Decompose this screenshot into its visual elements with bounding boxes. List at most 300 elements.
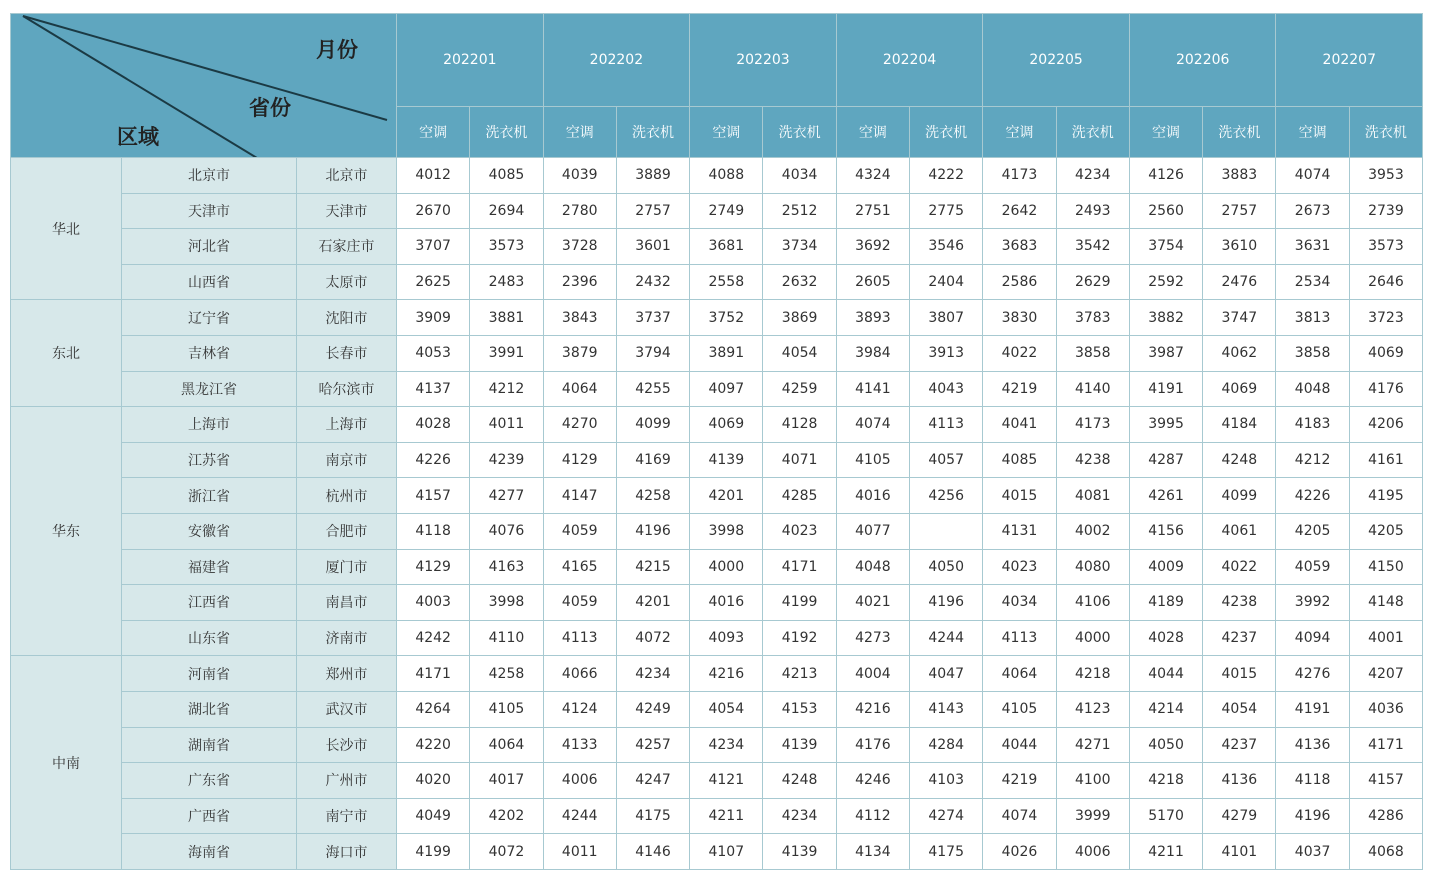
value-cell: 4274 — [910, 798, 983, 834]
value-cell: 4069 — [1203, 371, 1276, 407]
value-cell: 4189 — [1129, 585, 1202, 621]
value-cell: 4219 — [983, 371, 1056, 407]
value-cell: 4216 — [836, 691, 909, 727]
value-cell: 4199 — [763, 585, 836, 621]
value-cell: 4171 — [763, 549, 836, 585]
value-cell: 4048 — [1276, 371, 1349, 407]
value-cell: 4085 — [470, 158, 543, 194]
value-cell: 3913 — [910, 335, 983, 371]
value-cell: 3754 — [1129, 229, 1202, 265]
value-cell: 2625 — [397, 264, 470, 300]
value-cell: 4000 — [690, 549, 763, 585]
table-row — [11, 478, 1423, 514]
value-cell: 4044 — [983, 727, 1056, 763]
value-cell: 3830 — [983, 300, 1056, 336]
value-cell: 2483 — [470, 264, 543, 300]
province-cell: 广西省 — [122, 798, 297, 834]
value-cell: 3879 — [543, 335, 616, 371]
value-cell: 4107 — [690, 834, 763, 870]
table-row — [11, 691, 1423, 727]
value-cell: 4121 — [690, 763, 763, 799]
value-cell: 4022 — [983, 335, 1056, 371]
value-cell: 4105 — [836, 442, 909, 478]
city-cell: 北京市 — [297, 158, 397, 194]
value-cell: 4099 — [1203, 478, 1276, 514]
value-cell: 4139 — [690, 442, 763, 478]
value-cell: 4196 — [910, 585, 983, 621]
value-cell: 4093 — [690, 620, 763, 656]
value-cell: 3953 — [1349, 158, 1422, 194]
value-cell: 2432 — [616, 264, 689, 300]
value-cell: 3891 — [690, 335, 763, 371]
product-header: 洗衣机 — [1349, 107, 1422, 158]
product-header: 空调 — [397, 107, 470, 158]
value-cell: 3707 — [397, 229, 470, 265]
city-cell: 合肥市 — [297, 513, 397, 549]
value-cell: 4175 — [910, 834, 983, 870]
value-cell: 4147 — [543, 478, 616, 514]
table-row — [11, 229, 1423, 265]
province-cell: 吉林省 — [122, 335, 297, 371]
value-cell: 2646 — [1349, 264, 1422, 300]
value-cell: 4196 — [1276, 798, 1349, 834]
value-cell: 4094 — [1276, 620, 1349, 656]
city-cell: 南昌市 — [297, 585, 397, 621]
value-cell: 4218 — [1056, 656, 1129, 692]
value-cell: 4173 — [1056, 407, 1129, 443]
value-cell: 4211 — [690, 798, 763, 834]
value-cell: 4169 — [616, 442, 689, 478]
value-cell: 4012 — [397, 158, 470, 194]
value-cell: 4246 — [836, 763, 909, 799]
table-header — [11, 14, 1423, 158]
value-cell: 4276 — [1276, 656, 1349, 692]
city-cell: 南宁市 — [297, 798, 397, 834]
value-cell: 4050 — [1129, 727, 1202, 763]
value-cell: 4136 — [1203, 763, 1276, 799]
value-cell: 2404 — [910, 264, 983, 300]
sales-table — [10, 13, 1423, 870]
value-cell: 4141 — [836, 371, 909, 407]
value-cell: 4022 — [1203, 549, 1276, 585]
value-cell: 4242 — [397, 620, 470, 656]
value-cell: 4195 — [1349, 478, 1422, 514]
value-cell: 4057 — [910, 442, 983, 478]
value-cell: 3737 — [616, 300, 689, 336]
value-cell: 4103 — [910, 763, 983, 799]
value-cell: 4171 — [1349, 727, 1422, 763]
value-cell: 2512 — [763, 193, 836, 229]
value-cell: 4004 — [836, 656, 909, 692]
value-cell: 4202 — [470, 798, 543, 834]
province-cell: 湖北省 — [122, 691, 297, 727]
value-cell: 4047 — [910, 656, 983, 692]
value-cell: 3734 — [763, 229, 836, 265]
value-cell: 3573 — [1349, 229, 1422, 265]
city-cell: 哈尔滨市 — [297, 371, 397, 407]
value-cell: 4287 — [1129, 442, 1202, 478]
value-cell: 3610 — [1203, 229, 1276, 265]
value-cell: 4061 — [1203, 513, 1276, 549]
value-cell: 4273 — [836, 620, 909, 656]
sales-table-container — [10, 13, 1422, 870]
value-cell: 3783 — [1056, 300, 1129, 336]
value-cell: 4207 — [1349, 656, 1422, 692]
city-cell: 天津市 — [297, 193, 397, 229]
province-cell: 湖南省 — [122, 727, 297, 763]
value-cell: 2757 — [616, 193, 689, 229]
value-cell: 4212 — [470, 371, 543, 407]
value-cell: 4011 — [543, 834, 616, 870]
value-cell: 4023 — [983, 549, 1056, 585]
value-cell: 4212 — [1276, 442, 1349, 478]
value-cell: 2629 — [1056, 264, 1129, 300]
value-cell: 4237 — [1203, 620, 1276, 656]
table-row — [11, 798, 1423, 834]
value-cell: 4049 — [397, 798, 470, 834]
value-cell: 2396 — [543, 264, 616, 300]
value-cell: 4216 — [690, 656, 763, 692]
product-header: 洗衣机 — [1056, 107, 1129, 158]
value-cell: 4112 — [836, 798, 909, 834]
value-cell: 4088 — [690, 158, 763, 194]
value-cell: 2642 — [983, 193, 1056, 229]
value-cell: 2749 — [690, 193, 763, 229]
value-cell: 3999 — [1056, 798, 1129, 834]
value-cell: 4157 — [397, 478, 470, 514]
value-cell: 4017 — [470, 763, 543, 799]
value-cell: 4128 — [763, 407, 836, 443]
value-cell: 4259 — [763, 371, 836, 407]
value-cell: 4069 — [690, 407, 763, 443]
product-header: 洗衣机 — [470, 107, 543, 158]
value-cell: 4074 — [836, 407, 909, 443]
value-cell: 4072 — [616, 620, 689, 656]
value-cell: 2673 — [1276, 193, 1349, 229]
value-cell: 4213 — [763, 656, 836, 692]
value-cell: 4261 — [1129, 478, 1202, 514]
province-cell: 黑龙江省 — [122, 371, 297, 407]
value-cell: 4219 — [983, 763, 1056, 799]
value-cell: 3807 — [910, 300, 983, 336]
value-cell: 3573 — [470, 229, 543, 265]
value-cell: 4113 — [983, 620, 1056, 656]
value-cell: 4148 — [1349, 585, 1422, 621]
value-cell: 4081 — [1056, 478, 1129, 514]
table-row — [11, 763, 1423, 799]
value-cell: 4106 — [1056, 585, 1129, 621]
value-cell: 3794 — [616, 335, 689, 371]
province-cell: 天津市 — [122, 193, 297, 229]
value-cell: 4277 — [470, 478, 543, 514]
value-cell: 4234 — [616, 656, 689, 692]
value-cell: 4156 — [1129, 513, 1202, 549]
value-cell: 4028 — [1129, 620, 1202, 656]
value-cell: 4068 — [1349, 834, 1422, 870]
value-cell: 4113 — [910, 407, 983, 443]
value-cell: 4238 — [1056, 442, 1129, 478]
value-cell: 4247 — [616, 763, 689, 799]
value-cell: 4136 — [1276, 727, 1349, 763]
value-cell: 4044 — [1129, 656, 1202, 692]
month-header: 202203 — [690, 14, 837, 107]
value-cell: 4126 — [1129, 158, 1202, 194]
city-cell: 海口市 — [297, 834, 397, 870]
value-cell: 4192 — [763, 620, 836, 656]
province-cell: 山西省 — [122, 264, 297, 300]
value-cell: 4205 — [1349, 513, 1422, 549]
value-cell: 4191 — [1129, 371, 1202, 407]
value-cell: 4105 — [470, 691, 543, 727]
value-cell: 4324 — [836, 158, 909, 194]
value-cell: 4066 — [543, 656, 616, 692]
city-cell: 沈阳市 — [297, 300, 397, 336]
month-header: 202201 — [397, 14, 544, 107]
table-row — [11, 656, 1423, 692]
value-cell: 4163 — [470, 549, 543, 585]
value-cell: 4002 — [1056, 513, 1129, 549]
product-header: 空调 — [690, 107, 763, 158]
value-cell: 4133 — [543, 727, 616, 763]
table-row — [11, 407, 1423, 443]
product-header: 洗衣机 — [910, 107, 983, 158]
table-row — [11, 620, 1423, 656]
province-cell: 辽宁省 — [122, 300, 297, 336]
value-cell: 4140 — [1056, 371, 1129, 407]
value-cell: 4059 — [1276, 549, 1349, 585]
value-cell: 4175 — [616, 798, 689, 834]
value-cell: 4248 — [1203, 442, 1276, 478]
province-cell: 江苏省 — [122, 442, 297, 478]
value-cell: 4215 — [616, 549, 689, 585]
value-cell: 4034 — [983, 585, 1056, 621]
value-cell: 4218 — [1129, 763, 1202, 799]
city-cell: 南京市 — [297, 442, 397, 478]
province-cell: 浙江省 — [122, 478, 297, 514]
value-cell: 4080 — [1056, 549, 1129, 585]
value-cell: 4257 — [616, 727, 689, 763]
region-cell: 华北 — [11, 158, 122, 300]
value-cell: 4105 — [983, 691, 1056, 727]
value-cell: 3992 — [1276, 585, 1349, 621]
value-cell: 4286 — [1349, 798, 1422, 834]
value-cell: 4020 — [397, 763, 470, 799]
value-cell: 4036 — [1349, 691, 1422, 727]
table-row — [11, 335, 1423, 371]
value-cell: 4001 — [1349, 620, 1422, 656]
value-cell: 3692 — [836, 229, 909, 265]
value-cell: 2592 — [1129, 264, 1202, 300]
value-cell: 4099 — [616, 407, 689, 443]
value-cell: 2558 — [690, 264, 763, 300]
value-cell: 4249 — [616, 691, 689, 727]
value-cell: 3998 — [470, 585, 543, 621]
value-cell: 4113 — [543, 620, 616, 656]
value-cell: 4039 — [543, 158, 616, 194]
value-cell: 4028 — [397, 407, 470, 443]
city-cell: 杭州市 — [297, 478, 397, 514]
value-cell: 2476 — [1203, 264, 1276, 300]
table-row — [11, 158, 1423, 194]
value-cell: 4199 — [397, 834, 470, 870]
value-cell: 4110 — [470, 620, 543, 656]
value-cell: 4285 — [763, 478, 836, 514]
corner-header — [11, 14, 397, 158]
value-cell: 4150 — [1349, 549, 1422, 585]
value-cell: 4146 — [616, 834, 689, 870]
value-cell: 4226 — [1276, 478, 1349, 514]
month-header: 202207 — [1276, 14, 1423, 107]
city-cell: 上海市 — [297, 407, 397, 443]
value-cell: 4139 — [763, 834, 836, 870]
value-cell — [910, 513, 983, 549]
value-cell: 3984 — [836, 335, 909, 371]
province-cell: 江西省 — [122, 585, 297, 621]
product-header: 空调 — [836, 107, 909, 158]
value-cell: 4100 — [1056, 763, 1129, 799]
value-cell: 2751 — [836, 193, 909, 229]
value-cell: 4270 — [543, 407, 616, 443]
value-cell: 3881 — [470, 300, 543, 336]
value-cell: 4048 — [836, 549, 909, 585]
product-header: 洗衣机 — [616, 107, 689, 158]
value-cell: 3998 — [690, 513, 763, 549]
city-cell: 长沙市 — [297, 727, 397, 763]
value-cell: 4053 — [397, 335, 470, 371]
value-cell: 4041 — [983, 407, 1056, 443]
corner-month-label: 月份 — [316, 38, 358, 62]
value-cell: 4062 — [1203, 335, 1276, 371]
province-cell: 安徽省 — [122, 513, 297, 549]
value-cell: 4009 — [1129, 549, 1202, 585]
value-cell: 4003 — [397, 585, 470, 621]
value-cell: 4054 — [690, 691, 763, 727]
value-cell: 2586 — [983, 264, 1056, 300]
value-cell: 4054 — [763, 335, 836, 371]
region-cell: 东北 — [11, 300, 122, 407]
province-cell: 福建省 — [122, 549, 297, 585]
value-cell: 4085 — [983, 442, 1056, 478]
province-cell: 上海市 — [122, 407, 297, 443]
value-cell: 4059 — [543, 585, 616, 621]
value-cell: 4206 — [1349, 407, 1422, 443]
value-cell: 4137 — [397, 371, 470, 407]
value-cell: 2775 — [910, 193, 983, 229]
value-cell: 4234 — [763, 798, 836, 834]
value-cell: 3893 — [836, 300, 909, 336]
value-cell: 4258 — [616, 478, 689, 514]
table-row — [11, 727, 1423, 763]
value-cell: 4139 — [763, 727, 836, 763]
value-cell: 4176 — [1349, 371, 1422, 407]
city-cell: 太原市 — [297, 264, 397, 300]
value-cell: 2757 — [1203, 193, 1276, 229]
value-cell: 4118 — [1276, 763, 1349, 799]
value-cell: 4226 — [397, 442, 470, 478]
value-cell: 3631 — [1276, 229, 1349, 265]
value-cell: 4279 — [1203, 798, 1276, 834]
value-cell: 4234 — [690, 727, 763, 763]
value-cell: 4222 — [910, 158, 983, 194]
month-header: 202206 — [1129, 14, 1276, 107]
value-cell: 3889 — [616, 158, 689, 194]
value-cell: 4143 — [910, 691, 983, 727]
value-cell: 3683 — [983, 229, 1056, 265]
value-cell: 4064 — [470, 727, 543, 763]
value-cell: 3909 — [397, 300, 470, 336]
value-cell: 4201 — [616, 585, 689, 621]
value-cell: 4071 — [763, 442, 836, 478]
value-cell: 4077 — [836, 513, 909, 549]
city-cell: 济南市 — [297, 620, 397, 656]
value-cell: 3728 — [543, 229, 616, 265]
value-cell: 2534 — [1276, 264, 1349, 300]
value-cell: 4196 — [616, 513, 689, 549]
value-cell: 4011 — [470, 407, 543, 443]
value-cell: 3542 — [1056, 229, 1129, 265]
value-cell: 4129 — [543, 442, 616, 478]
value-cell: 5170 — [1129, 798, 1202, 834]
value-cell: 2694 — [470, 193, 543, 229]
value-cell: 4064 — [543, 371, 616, 407]
value-cell: 4173 — [983, 158, 1056, 194]
value-cell: 3601 — [616, 229, 689, 265]
value-cell: 3681 — [690, 229, 763, 265]
province-cell: 河南省 — [122, 656, 297, 692]
value-cell: 4072 — [470, 834, 543, 870]
value-cell: 3546 — [910, 229, 983, 265]
table-row — [11, 371, 1423, 407]
value-cell: 4016 — [836, 478, 909, 514]
province-cell: 山东省 — [122, 620, 297, 656]
value-cell: 4258 — [470, 656, 543, 692]
value-cell: 4271 — [1056, 727, 1129, 763]
value-cell: 4211 — [1129, 834, 1202, 870]
value-cell: 4248 — [763, 763, 836, 799]
value-cell: 4184 — [1203, 407, 1276, 443]
value-cell: 4118 — [397, 513, 470, 549]
value-cell: 4026 — [983, 834, 1056, 870]
region-cell: 中南 — [11, 656, 122, 870]
value-cell: 3747 — [1203, 300, 1276, 336]
value-cell: 4238 — [1203, 585, 1276, 621]
product-header: 空调 — [543, 107, 616, 158]
value-cell: 4239 — [470, 442, 543, 478]
value-cell: 2632 — [763, 264, 836, 300]
value-cell: 4214 — [1129, 691, 1202, 727]
value-cell: 4134 — [836, 834, 909, 870]
value-cell: 4161 — [1349, 442, 1422, 478]
value-cell: 4220 — [397, 727, 470, 763]
value-cell: 4171 — [397, 656, 470, 692]
value-cell: 4021 — [836, 585, 909, 621]
value-cell: 4064 — [983, 656, 1056, 692]
province-cell: 广东省 — [122, 763, 297, 799]
value-cell: 2739 — [1349, 193, 1422, 229]
product-header: 空调 — [983, 107, 1056, 158]
value-cell: 4183 — [1276, 407, 1349, 443]
value-cell: 4015 — [983, 478, 1056, 514]
value-cell: 3882 — [1129, 300, 1202, 336]
value-cell: 4157 — [1349, 763, 1422, 799]
value-cell: 4256 — [910, 478, 983, 514]
value-cell: 2780 — [543, 193, 616, 229]
value-cell: 4034 — [763, 158, 836, 194]
value-cell: 4043 — [910, 371, 983, 407]
value-cell: 4037 — [1276, 834, 1349, 870]
value-cell: 4050 — [910, 549, 983, 585]
region-cell: 华东 — [11, 407, 122, 656]
